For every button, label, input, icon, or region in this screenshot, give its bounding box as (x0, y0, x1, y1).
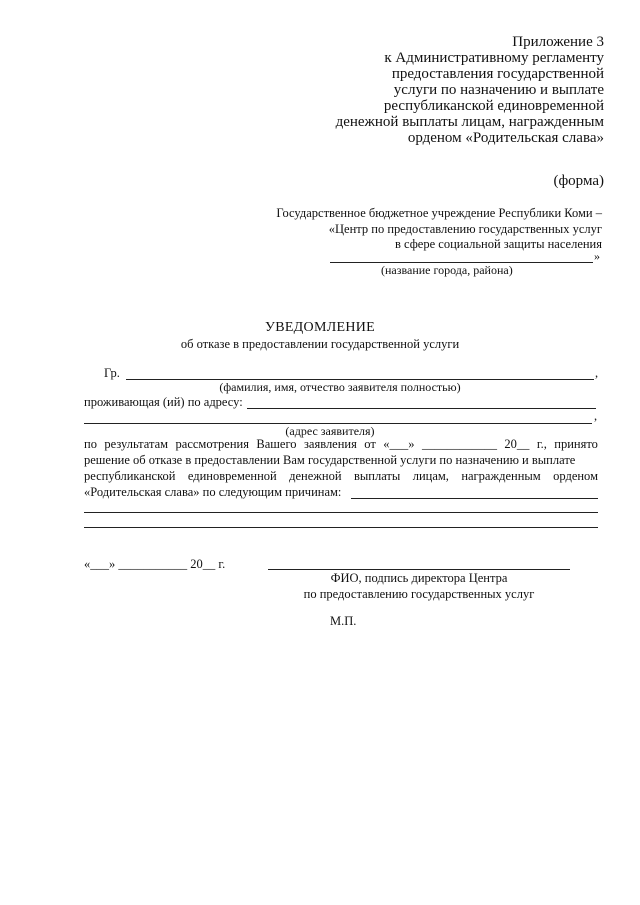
institution-line: «Центр по предоставлению государственных услуг (328, 221, 602, 236)
body-word: ____________ (421, 437, 497, 451)
body-word: награжденным (461, 469, 541, 483)
body-word: рассмотрения (175, 437, 249, 451)
body-line-2: решение об отказе в предоставлении Вам государственной услуги по назначению и выплате (84, 453, 576, 467)
signature-caption-1: ФИО, подпись директора Центра (330, 571, 508, 585)
signature-date: «___» ___________ 20__ г. (84, 557, 226, 571)
body-word: республиканской (84, 469, 176, 483)
appendix-line: услуги по назначению и выплате (393, 82, 604, 98)
citizen-comma: , (595, 366, 599, 380)
citizen-prefix: Гр. (104, 366, 120, 380)
body-word: единовременной (187, 469, 277, 483)
address-caption: (адрес заявителя) (285, 424, 375, 438)
body-word: лицам, (412, 469, 449, 483)
address-comma: , (594, 409, 598, 423)
institution-line: в сфере социальной защиты населения (394, 237, 602, 251)
appendix-line: республиканской единовременной (383, 98, 604, 114)
institution-block (276, 206, 602, 253)
signature-caption-2: по предоставлению государственных услуг (303, 587, 535, 601)
body-word: заявления (303, 437, 357, 451)
body-word: выплаты (353, 469, 401, 483)
notice-title: УВЕДОМЛЕНИЕ (264, 320, 376, 335)
body-line-1 (84, 437, 598, 452)
appendix-line: орденом «Родительская слава» (407, 130, 604, 146)
reasons-line-3 (84, 527, 598, 528)
appendix-line: денежной выплаты лицам, награжденным (335, 114, 604, 130)
appendix-line: Приложение 3 (512, 34, 604, 50)
signature-line (268, 569, 570, 570)
appendix-header (336, 34, 604, 146)
city-caption: (название города, района) (381, 263, 513, 277)
body-word: денежной (289, 469, 342, 483)
appendix-line: к Административному регламенту (384, 50, 604, 66)
name-caption: (фамилия, имя, отчество заявителя полностью) (219, 380, 461, 394)
address-line-1 (247, 408, 596, 409)
body-word: от (364, 437, 376, 451)
body-word: принято (554, 437, 598, 451)
appendix-line: предоставления государственной (391, 66, 604, 82)
form-label: (форма) (553, 173, 604, 189)
body-line-3 (84, 469, 598, 484)
stamp-label: М.П. (330, 614, 357, 628)
reasons-line-2 (84, 512, 598, 513)
body-word: 20__ (504, 437, 530, 451)
body-word: по (84, 437, 97, 451)
body-line-4: «Родительская слава» по следующим причинам: (84, 485, 342, 499)
body-word: г., (536, 437, 547, 451)
body-word: результатам (104, 437, 169, 451)
notice-subtitle: об отказе в предоставлении государственной услуги (180, 337, 460, 351)
reasons-line-1 (351, 498, 598, 499)
body-word: Вашего (256, 437, 297, 451)
closing-quote: » (594, 249, 600, 263)
body-word: орденом (553, 469, 598, 483)
institution-line: Государственное бюджетное учреждение Республики Коми – (276, 206, 602, 220)
body-word: «___» (383, 437, 415, 451)
address-prefix: проживающая (ий) по адресу: (84, 395, 243, 409)
